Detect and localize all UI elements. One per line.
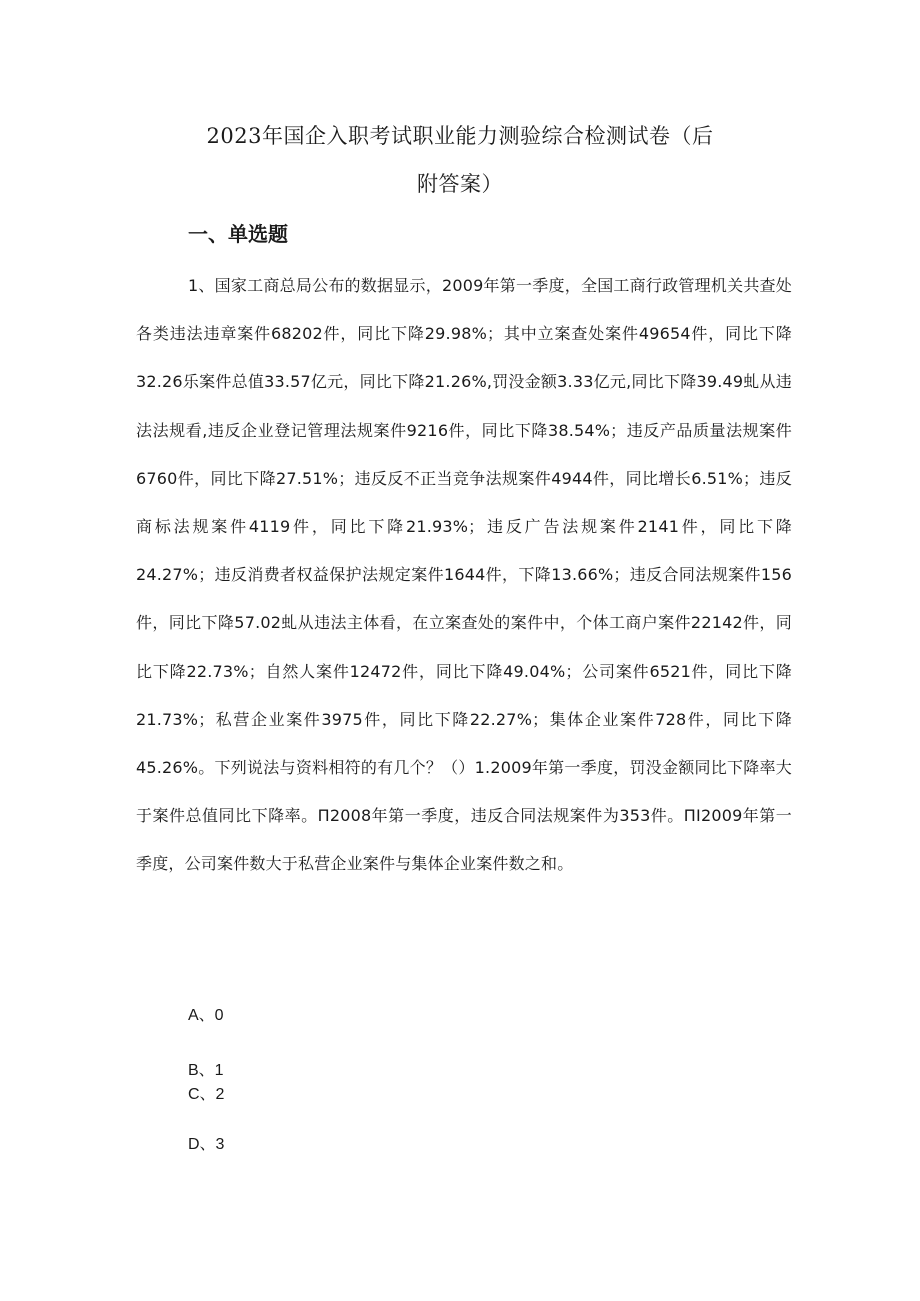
document-title-line-1: 2023年国企入职考试职业能力测验综合检测试卷（后 [206,124,714,148]
option-d: D、3 [188,1136,225,1153]
question-text: 1、国家工商总局公布的数据显示，2009年第一季度，全国工商行政管理机关共查处各类违法违章案件68202件，同比下降29.98%；其中立案查处案件49654件，同比下降32.26乐案件总值33.57亿元，同比下降21.26%,罚没金额3.33亿元,同比下降39.49虬从违法法规看,违反企业登记管理法规案件9216件，同比下降38.54%；违反产品质量法规案件6760件，同比下降27.51%；违反反不正当竞争法规案件4944件，同比增长6.51%；违反商标法规案件4119件，同比下降21.93%；违反广告法规案件2141件，同比下降24.27%；违反消费者权益保护法规定案件1644件，下降13.66%；违反合同法规案件156件，同比下降57.02虬从违法主体看，在立案查处的案件中，个体工商户案件22142件，同比下降22.73%；自然人案件12472件，同比下降49.04%；公司案件6521件，同比下降21.73%；私营企业案件3975件，同比下降22.27%；集体企业案件728件，同比下降45.26%。下列说法与资料相符的有几个？（）1.2009年第一季度，罚没金额同比下降率大于案件总值同比下降率。Π2008年第一季度，违反合同法规案件为353件。ΠI2009年第一季度，公司案件数大于私营企业案件与集体企业案件数之和。 [136,276,792,874]
section-heading: 一、单选题 [188,222,288,246]
option-b: B、1 [188,1062,224,1079]
option-c: C、2 [188,1086,225,1103]
option-a: A、0 [188,1007,224,1024]
document-title-line-2: 附答案） [417,172,503,196]
